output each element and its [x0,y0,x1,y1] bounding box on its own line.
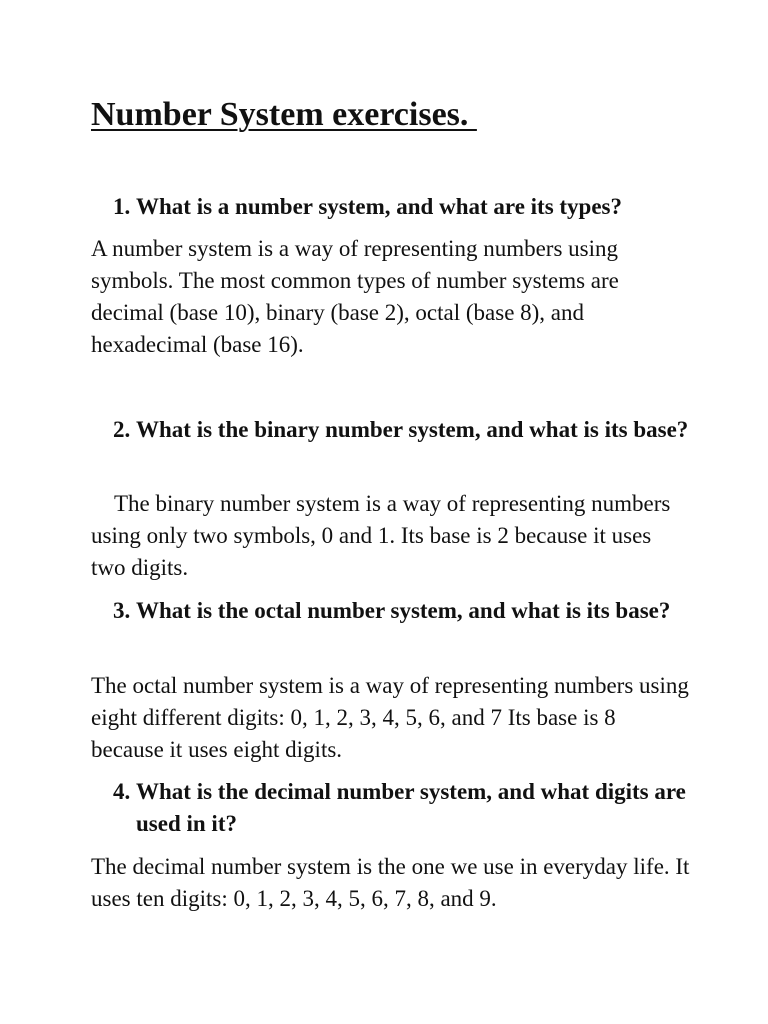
document-title: Number System exercises. [91,96,477,133]
question-3 [113,595,693,627]
question-1 [113,191,693,223]
question-number: 4. [113,779,131,804]
question-4 [113,776,693,840]
answer-2: The binary number system is a way of representing numbers using only two symbols, 0 and 1. Its base is 2 because it uses two digits. [91,491,671,580]
question-number: 1. [113,194,131,219]
question-text: What is the octal number system, and what is its base? [136,598,671,623]
question-number: 3. [113,598,131,623]
question-number: 2. [113,417,131,442]
answer-3: The octal number system is a way of representing numbers using eight different digits: 0, 1, 2, 3, 4, 5, 6, and 7 Its base is 8 because it uses eight digits. [91,673,689,762]
question-text: What is the decimal number system, and what digits are used in it? [136,779,686,836]
answer-4: The decimal number system is the one we use in everyday life. It uses ten digits: 0, 1, 2, 3, 4, 5, 6, 7, 8, and 9. [91,854,690,911]
answer-1: A number system is a way of representing numbers using symbols. The most common types of number systems are decimal (base 10), binary (base 2), octal (base 8), and hexadecimal (base 16). [91,236,619,357]
question-text: What is a number system, and what are its types? [136,194,623,219]
question-text: What is the binary number system, and what is its base? [136,417,689,442]
question-2 [113,414,693,446]
